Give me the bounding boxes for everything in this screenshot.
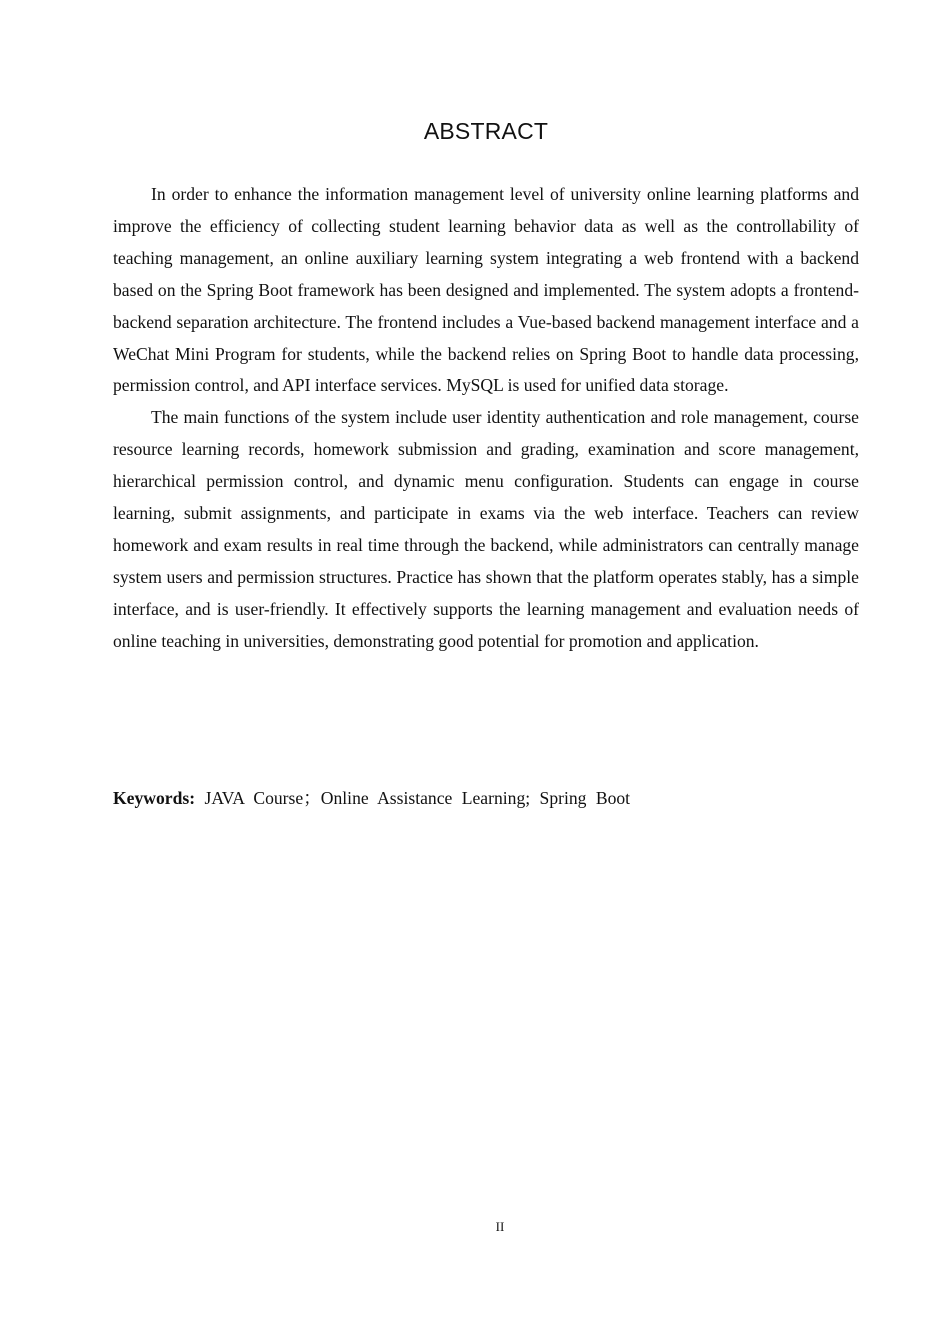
keywords-line — [113, 784, 859, 812]
abstract-paragraph-2: The main functions of the system include user identity authentication and role management, course resource learning records, homework submission and grading, examination and score management, hierarchical permission control, and dynamic menu configuration. Students can engage in course learning, submit assignments, and participate in exams via the web interface. Teachers can review homework and exam results in real time through the backend, while administrators can centrally manage system users and permission structures. Practice has shown that the platform operates stably, has a simple interface, and is user-friendly. It effectively supports the learning management and evaluation needs of online teaching in universities, demonstrating good potential for promotion and application. — [113, 407, 859, 651]
abstract-title: ABSTRACT — [423, 118, 549, 144]
abstract-paragraph-1: In order to enhance the information management level of university online learning platforms and improve the efficiency of collecting student learning behavior data as well as the controllability of teaching management, an online auxiliary learning system integrating a web frontend with a backend based on the Spring Boot framework has been designed and implemented. The system adopts a frontend-backend separation architecture. The frontend includes a Vue-based backend management interface and a WeChat Mini Program for students, while the backend relies on Spring Boot to handle data processing, permission control, and API interface services. MySQL is used for unified data storage. — [113, 184, 859, 396]
page-number: II — [495, 1219, 505, 1234]
abstract-body — [113, 179, 859, 658]
keywords-text: JAVA Course；Online Assistance Learning; Spring Boot — [204, 788, 631, 808]
keywords-label: Keywords: — [113, 788, 196, 808]
